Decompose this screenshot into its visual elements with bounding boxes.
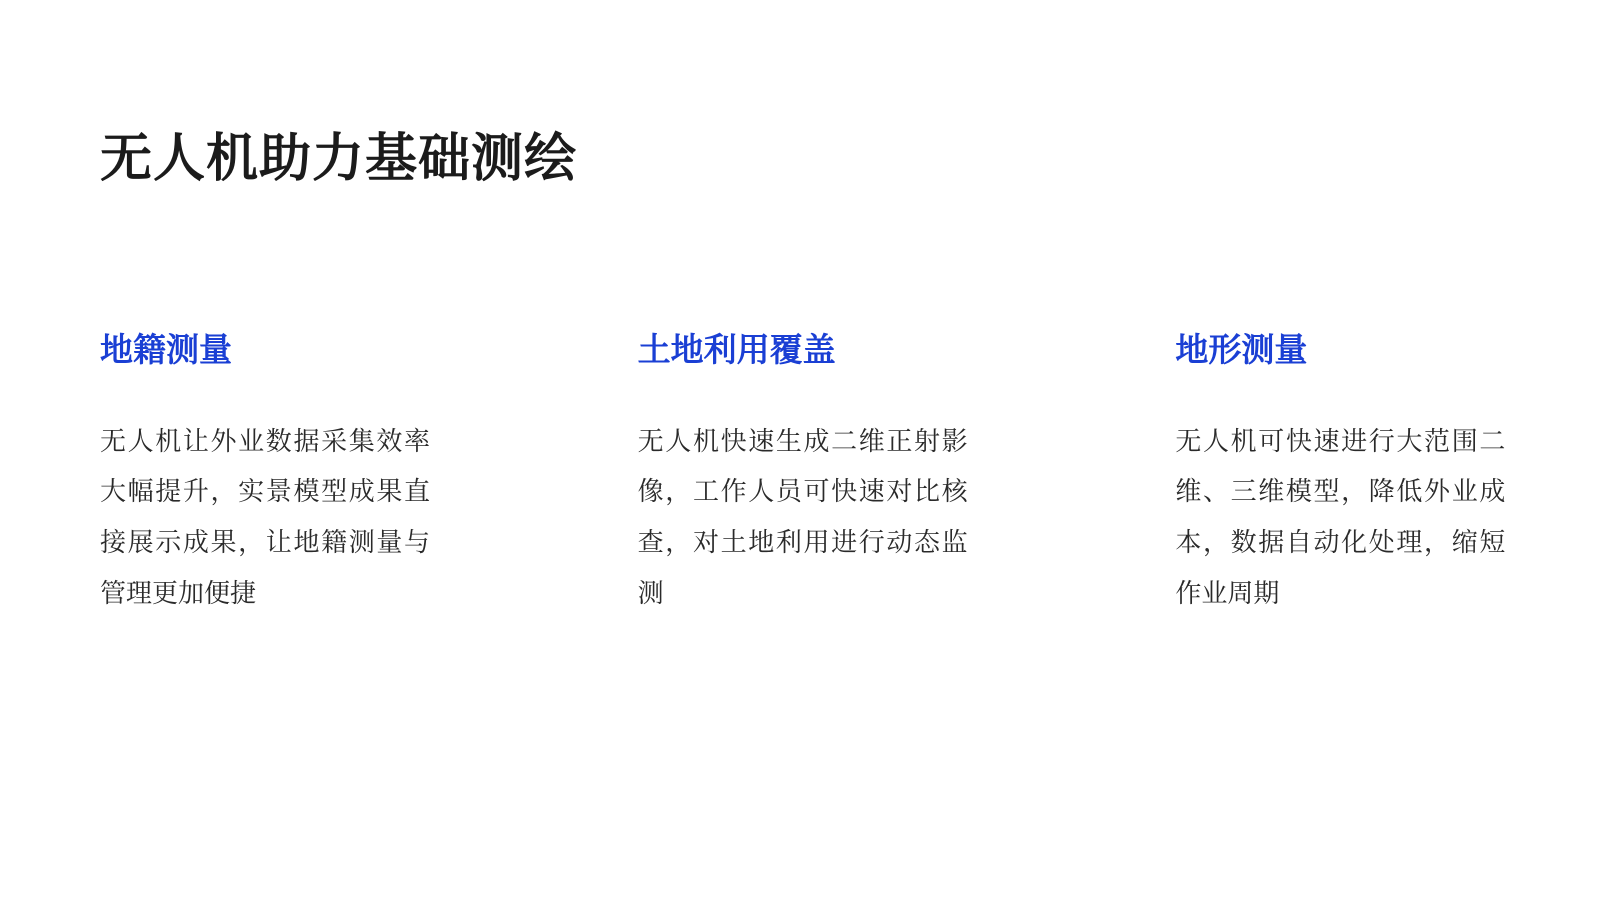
feature-columns <box>100 330 1520 618</box>
page-title: 无人机助力基础测绘 <box>100 129 578 188</box>
feature-heading: 地形测量 <box>1175 331 1308 368</box>
feature-column-land-use-coverage <box>638 330 983 618</box>
feature-column-cadastral-survey <box>100 330 445 618</box>
feature-column-topographic-survey <box>1175 330 1520 618</box>
feature-heading: 土地利用覆盖 <box>637 331 836 368</box>
feature-body: 无人机可快速进行大范围二维、三维模型，降低外业成本，数据自动化处理，缩短作业周期 <box>1175 425 1506 608</box>
feature-body: 无人机快速生成二维正射影像，工作人员可快速对比核查，对土地利用进行动态监测 <box>637 425 968 608</box>
feature-heading: 地籍测量 <box>100 331 232 368</box>
feature-body: 无人机让外业数据采集效率大幅提升，实景模型成果直接展示成果，让地籍测量与管理更加便捷 <box>100 425 430 608</box>
